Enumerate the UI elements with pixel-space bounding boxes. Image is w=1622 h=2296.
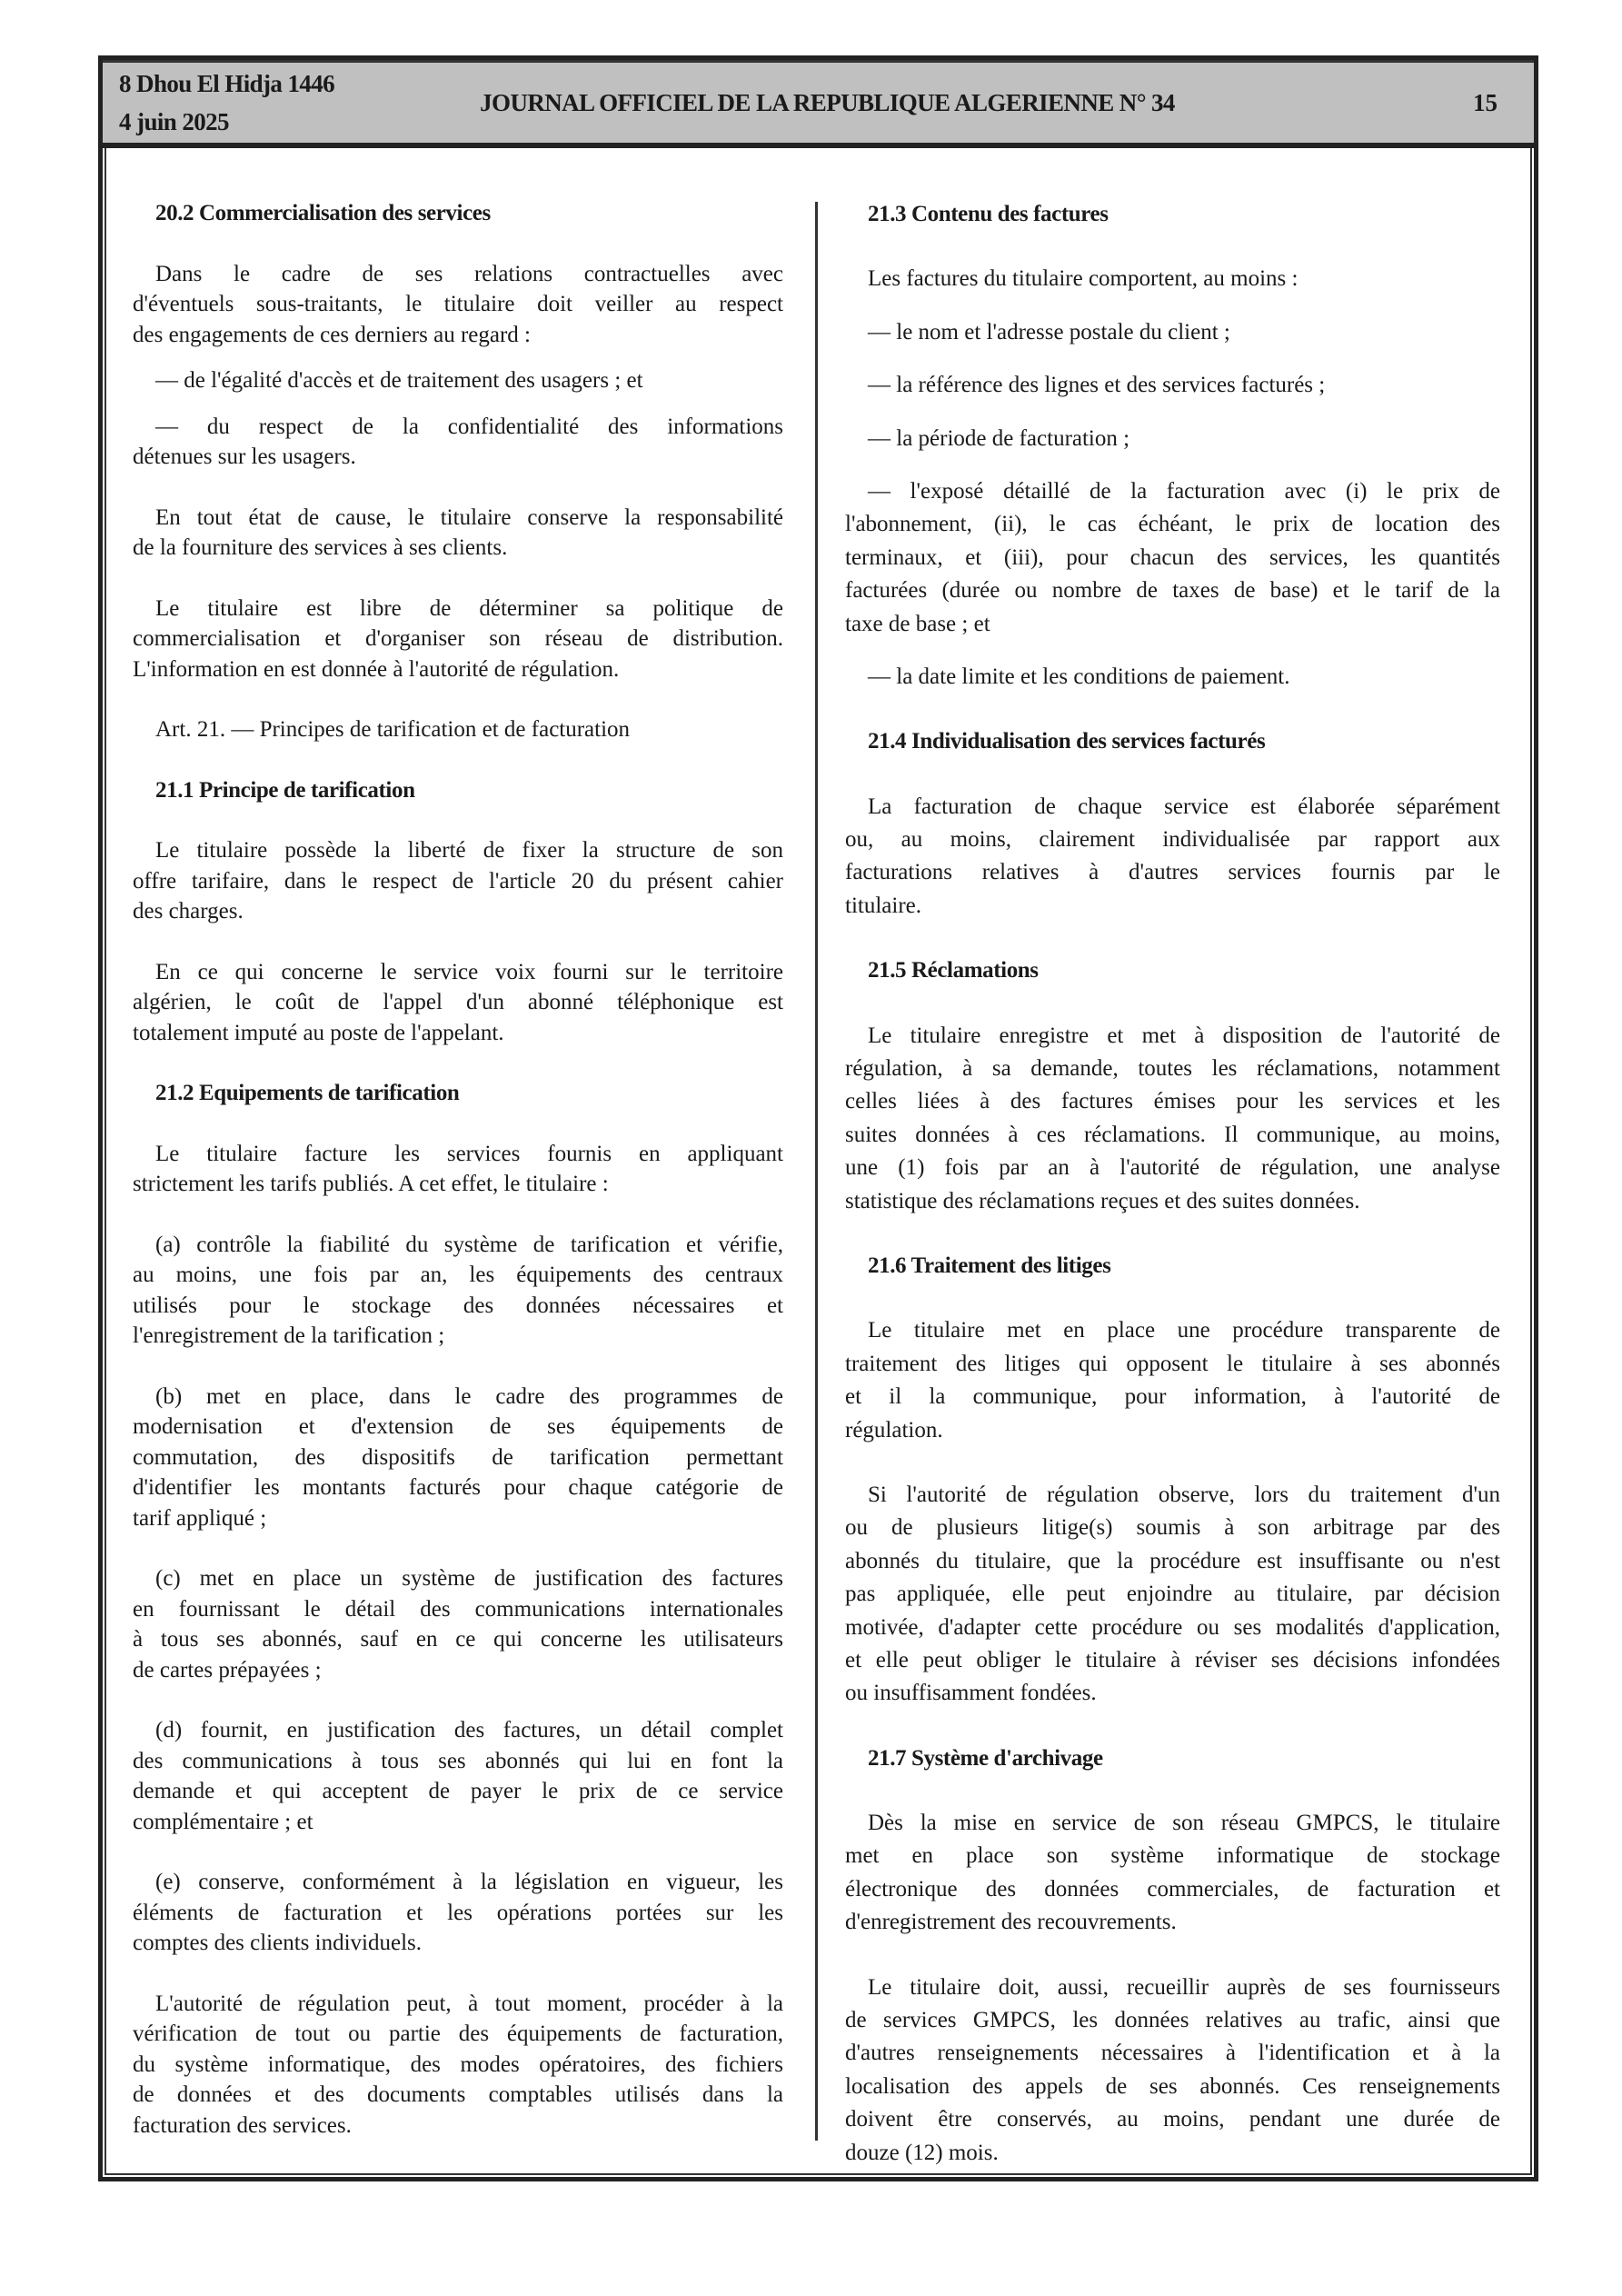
text-line: demande et qui acceptent de payer le prix de ce service bbox=[133, 1779, 783, 1803]
text-line: (a) contrôle la fiabilité du système de tarification et vérifie, bbox=[155, 1232, 783, 1257]
text-line: — le nom et l'adresse postale du client ; bbox=[868, 319, 1230, 344]
paragraph bbox=[133, 1139, 783, 1200]
list-item bbox=[845, 475, 1500, 641]
text-line: de cartes prépayées ; bbox=[133, 1657, 322, 1682]
paragraph bbox=[845, 1972, 1500, 2170]
text-line: — la date limite et les conditions de paiement. bbox=[868, 664, 1290, 689]
paragraph bbox=[133, 835, 783, 927]
text-line: Le titulaire est libre de déterminer sa politique de bbox=[155, 595, 783, 621]
text-line: d'identifier les montants facturés pour chaque catégorie de bbox=[133, 1475, 783, 1500]
text-line: (e) conserve, conformément à la législation en vigueur, les bbox=[155, 1870, 783, 1894]
section-heading bbox=[133, 198, 783, 229]
text-line: Le titulaire doit, aussi, recueillir auprès de ses fournisseurs bbox=[868, 1974, 1500, 2000]
text-line: Dès la mise en service de son réseau GMPCS, le titulaire bbox=[868, 1811, 1500, 1836]
text-line: pas appliquée, elle peut enjoindre au titulaire, par décision bbox=[845, 1582, 1500, 1607]
text-line: L'autorité de régulation peut, à tout moment, procéder à la bbox=[155, 1991, 783, 2016]
paragraph bbox=[133, 957, 783, 1049]
text-line: des communications à tous ses abonnés qui lui en font la bbox=[133, 1748, 783, 1773]
text-line: commercialisation et d'organiser son réseau de distribution. bbox=[133, 626, 783, 651]
text-line: — la référence des lignes et des services facturés ; bbox=[868, 373, 1326, 398]
list-item bbox=[133, 365, 783, 396]
text-line: (c) met en place un système de justification des factures bbox=[155, 1566, 783, 1591]
section-heading bbox=[133, 775, 783, 806]
text-line: facturées (durée ou nombre de taxes de base) et le tarif de la bbox=[845, 578, 1500, 604]
text-line: 21.3 Contenu des factures bbox=[868, 202, 1109, 226]
text-line: En tout état de cause, le titulaire conserve la responsabilité bbox=[155, 504, 783, 530]
paragraph bbox=[133, 714, 783, 745]
text-line: éléments de facturation et les opérations portées sur les bbox=[133, 1900, 783, 1925]
text-line: offre tarifaire, dans le respect de l'article 20 du présent cahier bbox=[133, 868, 783, 893]
text-line: douze (12) mois. bbox=[845, 2140, 999, 2165]
text-line: tarif appliqué ; bbox=[133, 1505, 267, 1531]
text-line: Art. 21. — Principes de tarification et de facturation bbox=[155, 717, 631, 742]
text-line: de la fourniture des services à ses clients. bbox=[133, 535, 508, 560]
text-line: facturations relatives à d'autres services fournis par le bbox=[845, 860, 1500, 885]
text-line: Les factures du titulaire comportent, au moins : bbox=[868, 266, 1299, 292]
text-line: 21.6 Traitement des litiges bbox=[868, 1253, 1111, 1278]
text-line: — de l'égalité d'accès et de traitement des usagers ; et bbox=[155, 368, 643, 393]
text-line: des engagements de ces derniers au regard : bbox=[133, 322, 532, 347]
paragraph bbox=[845, 1807, 1500, 1940]
text-line: ou de plusieurs litige(s) soumis à son arbitrage par des bbox=[845, 1515, 1500, 1541]
text-line: 21.1 Principe de tarification bbox=[155, 777, 415, 803]
text-line: — l'exposé détaillé de la facturation avec (i) le prix de bbox=[868, 478, 1500, 504]
left-column bbox=[133, 198, 783, 2141]
text-line: ou, au moins, clairement individualisée par rapport aux bbox=[845, 827, 1500, 853]
text-line: traitement des litiges qui opposent le titulaire à ses abonnés bbox=[845, 1351, 1500, 1376]
text-line: vérification de tout ou partie des équipements de facturation, bbox=[133, 2021, 783, 2046]
section-heading bbox=[845, 725, 1500, 758]
section-heading bbox=[133, 1078, 783, 1109]
header-date-hijri: 8 Dhou El Hidja 1446 bbox=[119, 70, 335, 97]
paragraph bbox=[133, 1230, 783, 1352]
paragraph bbox=[133, 594, 783, 685]
text-line: statistique des réclamations reçues et des suites données. bbox=[845, 1188, 1360, 1213]
text-line: d'enregistrement des recouvrements. bbox=[845, 1910, 1177, 1935]
text-line: utilisés pour le stockage des données nécessaires et bbox=[133, 1293, 783, 1318]
column-divider bbox=[815, 202, 818, 2141]
text-line: 21.7 Système d'archivage bbox=[868, 1745, 1103, 1771]
text-line: Le titulaire possède la liberté de fixer la structure de son bbox=[155, 838, 783, 863]
text-line: suites données à ces réclamations. Il communique, au moins, bbox=[845, 1122, 1500, 1147]
page-number: 15 bbox=[1473, 89, 1498, 116]
section-heading bbox=[845, 1250, 1500, 1283]
list-item bbox=[845, 369, 1500, 402]
paragraph bbox=[133, 1867, 783, 1959]
text-line: — la période de facturation ; bbox=[868, 425, 1130, 451]
text-line: titulaire. bbox=[845, 893, 921, 918]
text-line: 21.4 Individualisation des services facturés bbox=[868, 729, 1266, 754]
right-column bbox=[845, 198, 1500, 2170]
text-line: facturation des services. bbox=[133, 2112, 352, 2138]
paragraph bbox=[845, 1314, 1500, 1447]
paragraph bbox=[133, 1563, 783, 1685]
header-title: JOURNAL OFFICIEL DE LA REPUBLIQUE ALGERIENNE N° 34 bbox=[480, 89, 1175, 116]
paragraph bbox=[133, 259, 783, 351]
text-line: Dans le cadre de ses relations contractuelles avec bbox=[155, 261, 783, 286]
text-line: commutation, des dispositifs de tarification permettant bbox=[133, 1444, 783, 1470]
text-line: d'autres renseignements nécessaires à l'identification et à la bbox=[845, 2041, 1500, 2066]
text-line: algérien, le coût de l'appel d'un abonné téléphonique est bbox=[133, 990, 783, 1014]
text-line: celles liées à des factures émises pour les services et les bbox=[845, 1089, 1500, 1114]
paragraph bbox=[845, 1479, 1500, 1711]
text-line: d'éventuels sous-traitants, le titulaire doit veiller au respect bbox=[133, 292, 783, 316]
text-line: (d) fournit, en justification des factures, un détail complet bbox=[155, 1718, 783, 1742]
list-item bbox=[845, 661, 1500, 694]
paragraph bbox=[133, 1382, 783, 1534]
text-line: Le titulaire facture les services fournis en appliquant bbox=[155, 1141, 783, 1166]
list-item bbox=[845, 316, 1500, 349]
text-line: de services GMPCS, les données relatives au trafic, ainsi que bbox=[845, 2008, 1500, 2033]
text-line: En ce qui concerne le service voix fourni sur le territoire bbox=[155, 959, 783, 984]
text-line: de données et des documents comptables utilisés dans la bbox=[133, 2082, 783, 2107]
paragraph bbox=[133, 503, 783, 564]
text-line: taxe de base ; et bbox=[845, 611, 990, 636]
paragraph bbox=[133, 1989, 783, 2141]
text-line: Si l'autorité de régulation observe, lors du traitement d'un bbox=[868, 1482, 1500, 1507]
text-line: (b) met en place, dans le cadre des programmes de bbox=[155, 1383, 783, 1409]
text-line: ou insuffisamment fondées. bbox=[845, 1681, 1097, 1706]
text-line: régulation. bbox=[845, 1417, 943, 1442]
text-line: doivent être conservés, au moins, pendant une durée de bbox=[845, 2107, 1500, 2132]
text-line: en fournissant le détail des communications internationales bbox=[133, 1596, 783, 1622]
paragraph bbox=[845, 263, 1500, 295]
text-line: strictement les tarifs publiés. A cet effet, le titulaire : bbox=[133, 1172, 609, 1196]
text-line: motivée, d'adapter cette procédure ou ses modalités d'application, bbox=[845, 1614, 1500, 1640]
text-line: détenues sur les usagers. bbox=[133, 444, 356, 469]
text-line: du système informatique, des modes opératoires, des fichiers bbox=[133, 2051, 783, 2077]
section-heading bbox=[845, 1742, 1500, 1775]
list-item bbox=[845, 423, 1500, 455]
text-line: électronique des données commerciales, de facturation et bbox=[845, 1876, 1500, 1902]
text-line: complémentaire ; et bbox=[133, 1809, 313, 1834]
text-line: localisation des appels de ses abonnés. Ces renseignements bbox=[845, 2073, 1500, 2099]
text-line: l'abonnement, (ii), le cas échéant, le prix de location des bbox=[845, 512, 1500, 537]
journal-header bbox=[103, 60, 1534, 148]
text-line: Le titulaire met en place une procédure transparente de bbox=[868, 1318, 1500, 1343]
text-line: La facturation de chaque service est élaborée séparément bbox=[868, 794, 1500, 819]
text-line: 21.2 Equipements de tarification bbox=[155, 1081, 460, 1105]
text-line: 20.2 Commercialisation des services bbox=[155, 201, 491, 225]
paragraph bbox=[845, 1020, 1500, 1218]
text-line: comptes des clients individuels. bbox=[133, 1931, 423, 1955]
text-line: 21.5 Réclamations bbox=[868, 958, 1039, 983]
text-line: et il la communique, pour information, à l'autorité de bbox=[845, 1384, 1500, 1410]
text-line: Le titulaire enregistre et met à disposition de l'autorité de bbox=[868, 1023, 1500, 1048]
text-line: régulation, à sa demande, toutes les réclamations, notamment bbox=[845, 1056, 1500, 1082]
section-heading bbox=[845, 198, 1500, 231]
text-line: au moins, une fois par an, les équipements des centraux bbox=[133, 1263, 783, 1287]
text-line: une (1) fois par an à l'autorité de régulation, une analyse bbox=[845, 1155, 1500, 1181]
text-line: — du respect de la confidentialité des informations bbox=[155, 414, 783, 439]
section-heading bbox=[845, 954, 1500, 987]
text-line: terminaux, et (iii), pour chacun des services, les quantités bbox=[845, 544, 1500, 570]
header-date-gregorian: 4 juin 2025 bbox=[119, 108, 229, 135]
text-line: met en place son système informatique de stockage bbox=[845, 1843, 1500, 1869]
text-line: L'information en est donnée à l'autorité de régulation. bbox=[133, 656, 620, 682]
text-line: abonnés du titulaire, que la procédure est insuffisante ou n'est bbox=[845, 1548, 1500, 1573]
text-line: et elle peut obliger le titulaire à réviser ses décisions infondées bbox=[845, 1647, 1500, 1672]
paragraph bbox=[845, 791, 1500, 923]
text-line: totalement imputé au poste de l'appelant. bbox=[133, 1020, 504, 1045]
list-item bbox=[133, 412, 783, 473]
text-line: modernisation et d'extension de ses équipements de bbox=[133, 1414, 783, 1439]
text-line: des charges. bbox=[133, 899, 244, 923]
text-line: à tous ses abonnés, sauf en ce qui concerne les utilisateurs bbox=[133, 1627, 783, 1652]
text-line: l'enregistrement de la tarification ; bbox=[133, 1323, 445, 1348]
paragraph bbox=[133, 1715, 783, 1837]
